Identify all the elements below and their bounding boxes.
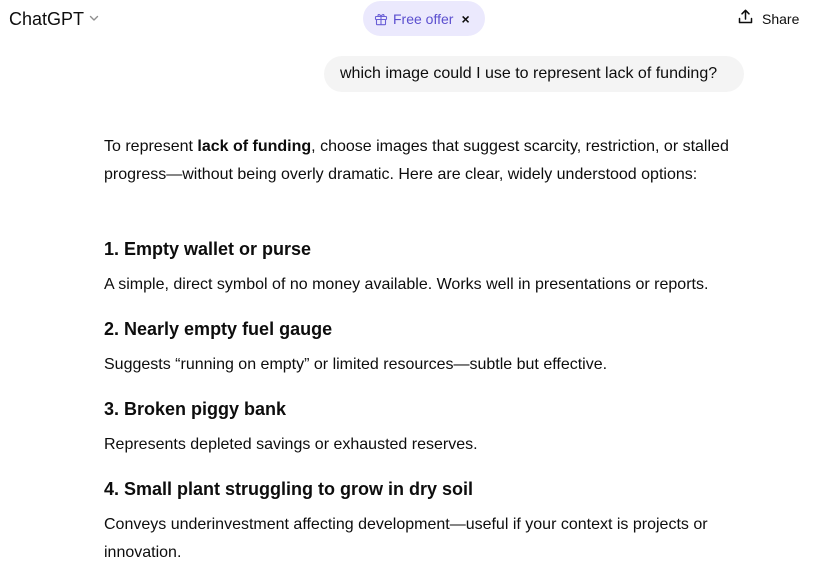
response-intro	[104, 133, 744, 217]
intro-text-after: , choose images that suggest scarcity, restriction, or stalled progress—without being overly dramatic. Here are clear, widely understood options:	[104, 138, 729, 183]
chevron-down-icon	[88, 10, 100, 29]
free-offer-pill[interactable]	[363, 1, 485, 36]
free-offer-label[interactable]: Free offer	[393, 10, 454, 27]
option-heading: 2. Nearly empty fuel gauge	[104, 319, 333, 339]
share-icon	[737, 8, 754, 30]
option-heading: 4. Small plant struggling to grow in dry soil	[104, 479, 474, 499]
intro-text-before: To represent	[104, 138, 198, 155]
option-heading: 3. Broken piggy bank	[104, 399, 287, 419]
option-heading: 1. Empty wallet or purse	[104, 239, 312, 259]
gift-icon	[374, 12, 388, 26]
model-name: ChatGPT	[9, 9, 85, 29]
share-label: Share	[762, 11, 800, 27]
top-bar	[0, 0, 817, 40]
option-section	[104, 475, 744, 567]
user-message: which image could I use to represent lack of funding?	[324, 56, 744, 92]
option-section	[104, 235, 744, 299]
option-description: Represents depleted savings or exhausted reserves.	[104, 436, 478, 453]
option-description: Conveys underinvestment affecting development—useful if your context is projects or innovation.	[104, 516, 708, 561]
model-selector[interactable]	[9, 8, 100, 30]
option-description: A simple, direct symbol of no money available. Works well in presentations or reports.	[104, 276, 709, 293]
option-section	[104, 395, 744, 459]
share-button[interactable]	[737, 8, 799, 30]
option-description: Suggests “running on empty” or limited resources—subtle but effective.	[104, 356, 608, 373]
close-icon[interactable]: ×	[461, 10, 470, 27]
assistant-response	[104, 133, 744, 567]
intro-bold-text: lack of funding	[197, 138, 312, 155]
option-section	[104, 315, 744, 379]
